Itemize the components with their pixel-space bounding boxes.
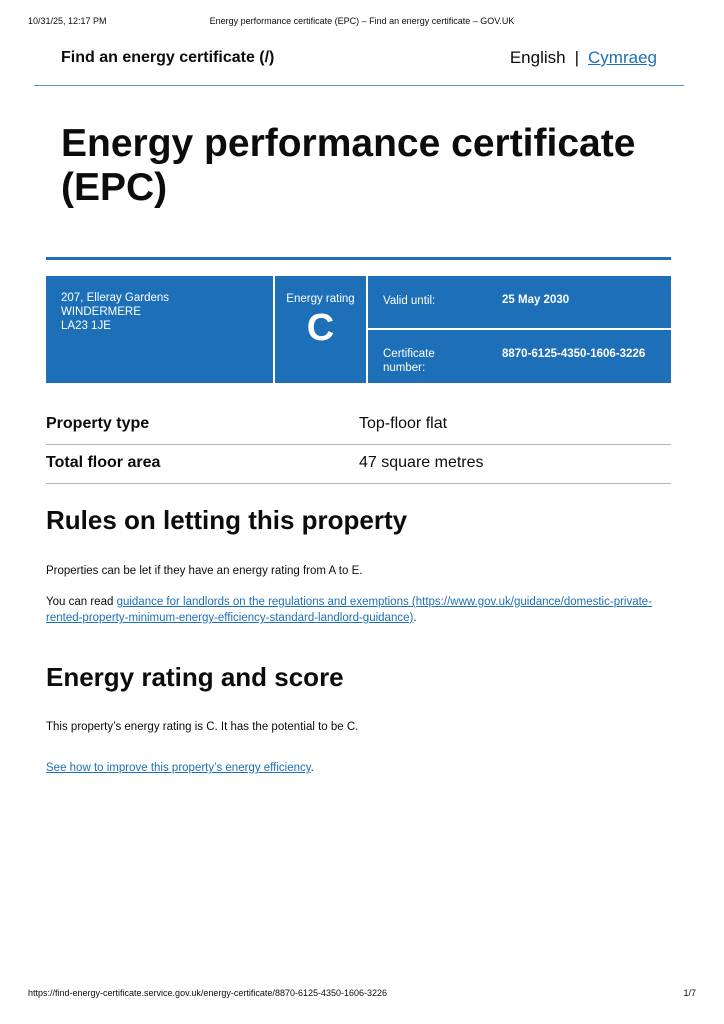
valid-until-cell: [368, 276, 671, 330]
site-header: [34, 42, 684, 86]
energy-rating-label: Energy rating: [286, 293, 355, 305]
language-cymraeg-link[interactable]: Cymraeg: [588, 48, 657, 67]
page-title: Energy performance certificate (EPC): [61, 122, 636, 209]
language-separator: |: [574, 48, 580, 67]
print-header: [28, 16, 696, 30]
summary-value: 47 square metres: [359, 454, 484, 471]
print-url: https://find-energy-certificate.service.gov.uk/energy-certificate/8870-6125-4350-1606-3226: [28, 988, 388, 998]
summary-row-floor-area: [46, 445, 671, 484]
page-number: 1/7: [683, 988, 696, 998]
address-line: WINDERMERE: [61, 306, 141, 318]
print-footer: [28, 988, 696, 1000]
certificate-number-cell: [368, 330, 671, 383]
address-line: LA23 1JE: [61, 320, 111, 332]
summary-key: Total floor area: [46, 454, 161, 471]
property-address: [46, 276, 275, 383]
guidance-suffix: .: [413, 612, 417, 624]
summary-row-property-type: [46, 406, 671, 445]
service-name-link[interactable]: Find an energy certificate (/): [61, 49, 275, 66]
certificate-number-label: Certificate number:: [383, 348, 435, 374]
language-current: English: [509, 48, 566, 67]
energy-rating-band: C: [306, 307, 335, 349]
section-divider: [46, 257, 671, 260]
address-line: 207, Elleray Gardens: [61, 292, 170, 304]
valid-until-label: Valid until:: [383, 295, 436, 307]
guidance-prefix: You can read: [46, 596, 117, 608]
improve-suffix: .: [310, 762, 314, 774]
improve-efficiency-paragraph: [46, 760, 666, 776]
language-switcher: [510, 48, 657, 68]
letting-guidance-paragraph: [46, 594, 666, 626]
certificate-number-value: 8870-6125-4350-1606-3226: [502, 348, 646, 360]
summary-key: Property type: [46, 415, 150, 432]
epc-summary-panel: [46, 276, 671, 383]
print-page-title: Energy performance certificate (EPC) – Find an energy certificate – GOV.UK: [209, 16, 515, 26]
print-datetime: 10/31/25, 12:17 PM: [28, 16, 107, 26]
letting-paragraph: Properties can be let if they have an energy rating from A to E.: [46, 565, 363, 577]
valid-until-value: 25 May 2030: [502, 294, 570, 306]
property-summary-list: [46, 406, 671, 484]
summary-value: Top-floor flat: [359, 415, 448, 432]
letting-heading: Rules on letting this property: [46, 505, 408, 535]
energy-rating-paragraph: This property’s energy rating is C. It has the potential to be C.: [46, 721, 359, 733]
improve-efficiency-link[interactable]: See how to improve this property’s energy efficiency: [46, 762, 311, 774]
energy-rating-box: [275, 276, 368, 383]
landlord-guidance-link[interactable]: guidance for landlords on the regulations and exemptions (https://www.gov.uk/guidance/domestic-private-rented-property-minimum-energy-efficiency-standard-landlord-guidance): [46, 596, 653, 624]
energy-rating-heading: Energy rating and score: [46, 662, 344, 692]
